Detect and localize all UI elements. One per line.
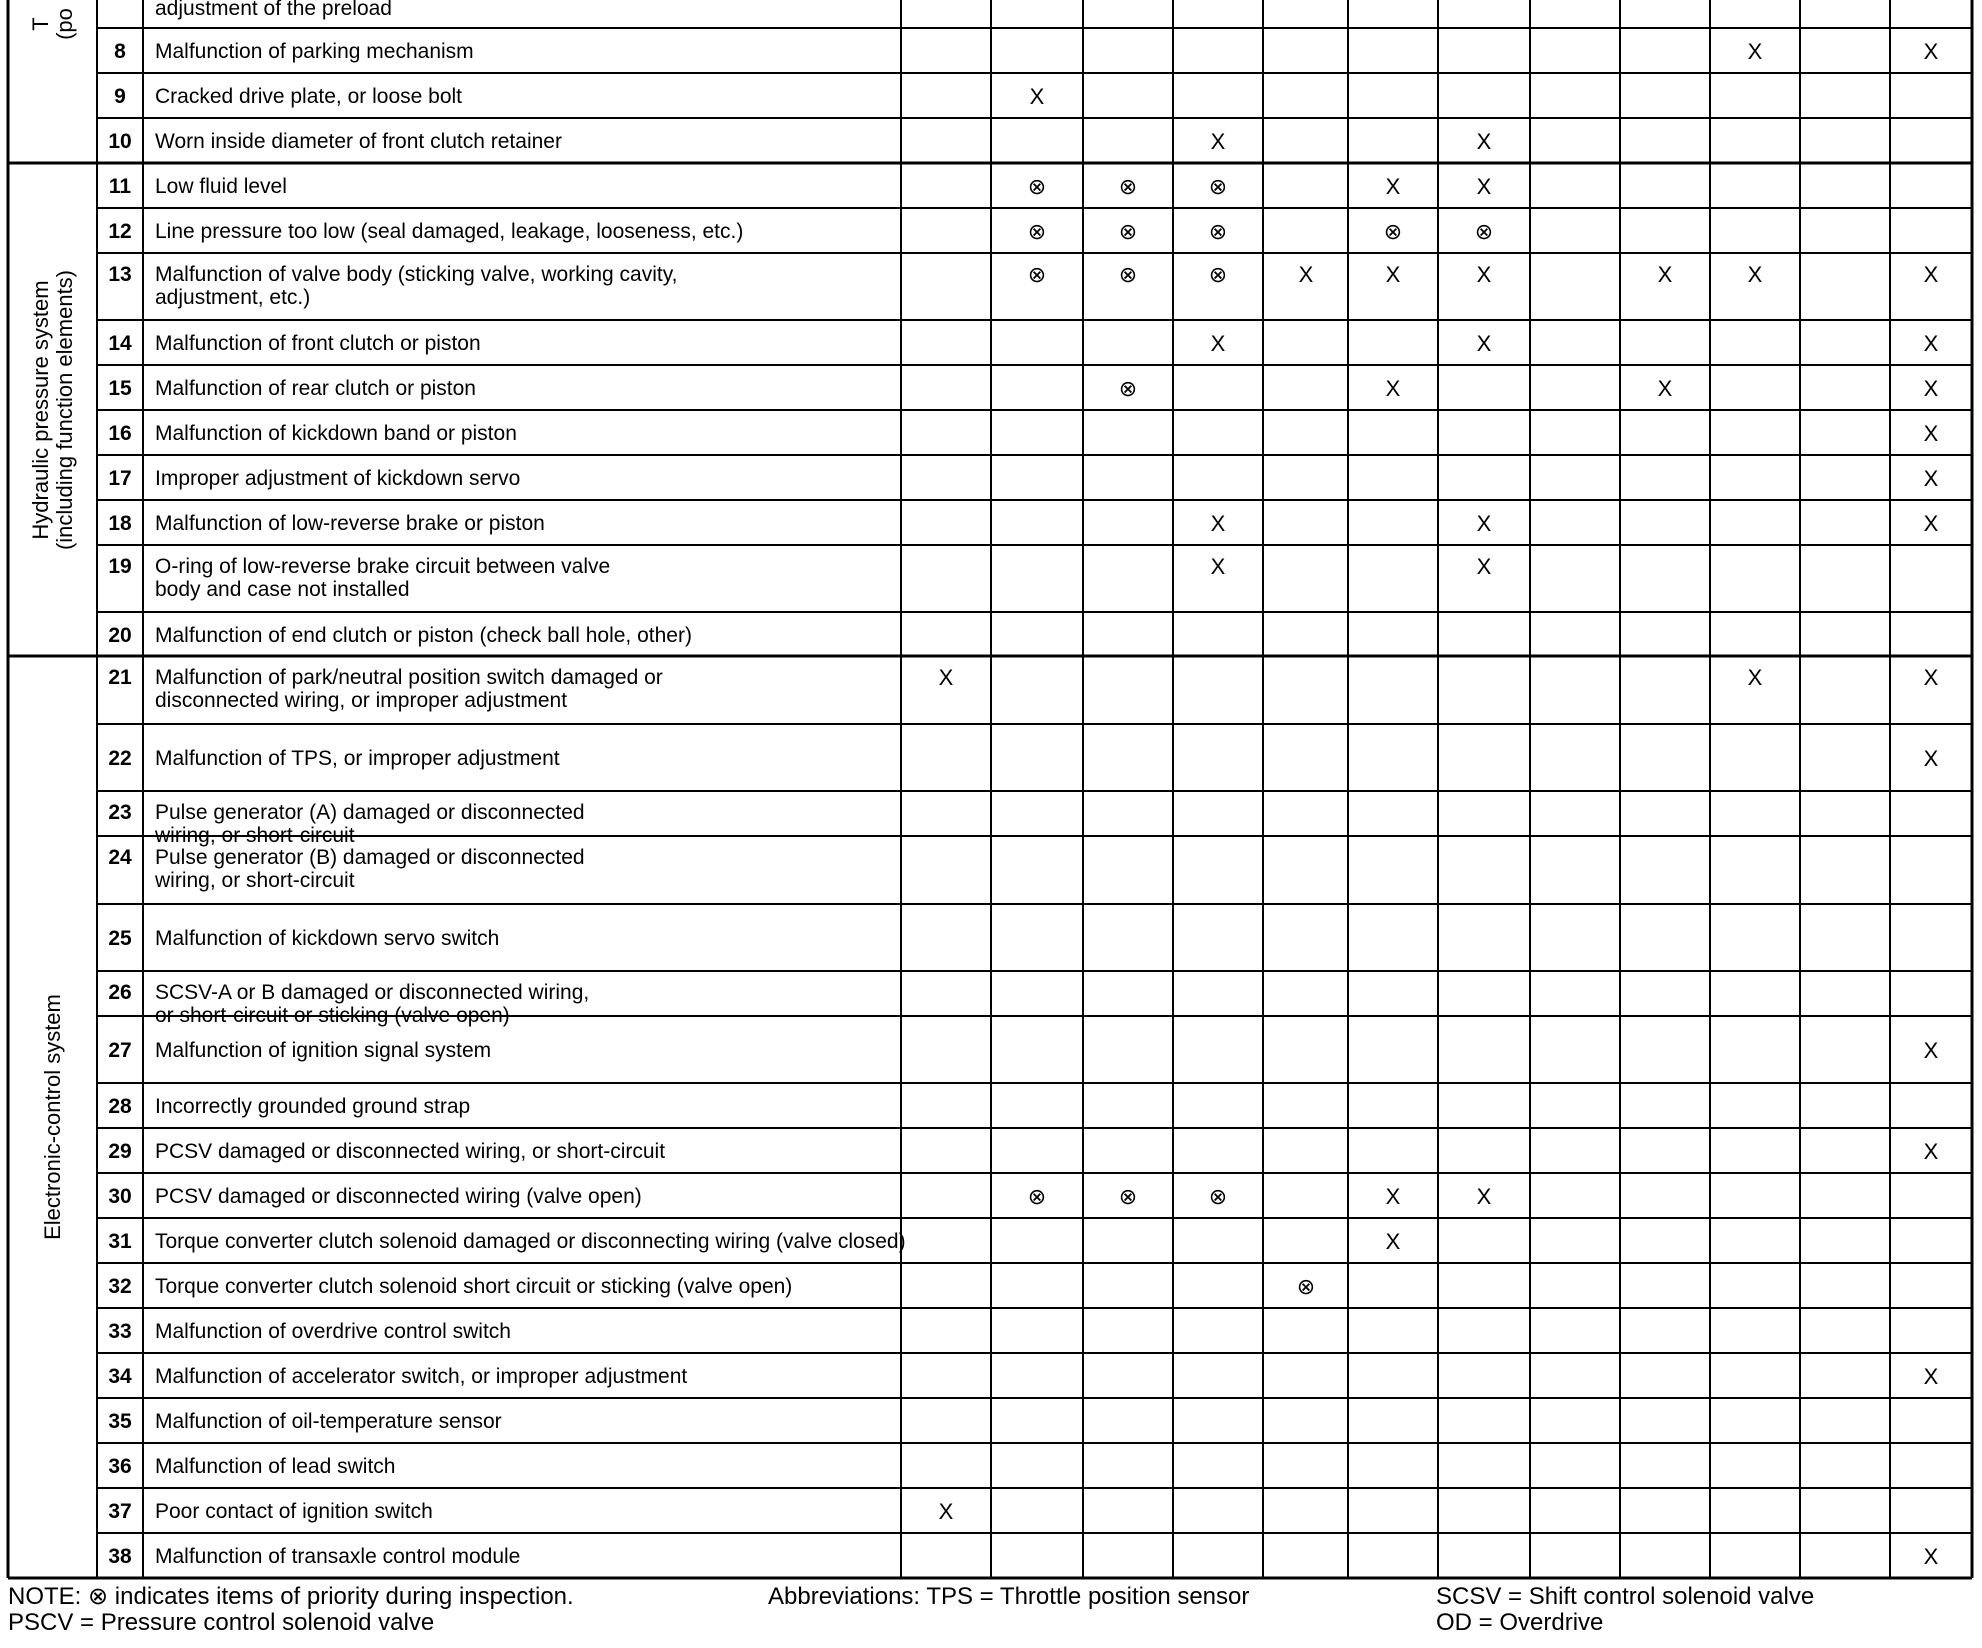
x-mark: X <box>1476 511 1492 536</box>
row-description: Malfunction of ignition signal system <box>155 1039 492 1062</box>
row-description: Torque converter clutch solenoid short circuit or sticking (valve open) <box>155 1275 793 1298</box>
row-description: O-ring of low-reverse brake circuit between valve <box>155 555 611 578</box>
x-mark: X <box>1923 262 1939 287</box>
x-mark: X <box>1923 39 1939 64</box>
row-description-line2: disconnected wiring, or improper adjustment <box>155 689 568 712</box>
row-description: Malfunction of park/neutral position switch damaged or <box>155 666 663 689</box>
x-mark: X <box>1476 129 1492 154</box>
row-number: 30 <box>108 1185 132 1208</box>
x-mark: X <box>1923 331 1939 356</box>
row-number: 18 <box>108 512 132 535</box>
row-description: Pulse generator (A) damaged or disconnected <box>155 801 585 824</box>
row-number: 26 <box>108 981 132 1004</box>
row-description: SCSV-A or B damaged or disconnected wiring, <box>155 981 590 1004</box>
row-number: 9 <box>114 85 126 108</box>
row-description: Malfunction of rear clutch or piston <box>155 377 476 400</box>
x-mark: X <box>1476 174 1492 199</box>
row-description: Malfunction of kickdown band or piston <box>155 422 517 445</box>
row-number: 23 <box>108 801 132 824</box>
footer-scsv: SCSV = Shift control solenoid valve <box>1436 1583 1815 1610</box>
x-mark: X <box>1923 746 1939 771</box>
priority-mark: ⊗ <box>1118 1184 1138 1209</box>
priority-symbol-icon: ⊗ <box>88 1583 109 1610</box>
row-number: 16 <box>108 422 132 445</box>
row-number: 13 <box>108 263 132 286</box>
row-number: 20 <box>108 624 132 647</box>
row-description: Torque converter clutch solenoid damaged or disconnecting wiring (valve closed) <box>155 1230 906 1253</box>
row-description: Improper adjustment of kickdown servo <box>155 467 521 490</box>
row-description-line2: adjustment, etc.) <box>155 286 311 309</box>
row-description: Line pressure too low (seal damaged, leakage, looseness, etc.) <box>155 220 744 243</box>
x-mark: X <box>1210 331 1226 356</box>
row-description-line2: wiring, or short-circuit <box>155 824 355 847</box>
row-number: 10 <box>108 130 132 153</box>
row-description: Malfunction of overdrive control switch <box>155 1320 511 1343</box>
row-number: 25 <box>108 927 132 950</box>
row-number: 36 <box>108 1455 132 1478</box>
priority-mark: ⊗ <box>1027 1184 1047 1209</box>
row-number: 22 <box>108 747 132 770</box>
priority-mark: ⊗ <box>1027 262 1047 287</box>
priority-mark: ⊗ <box>1118 376 1138 401</box>
priority-mark: ⊗ <box>1474 219 1494 244</box>
x-mark: X <box>1747 665 1763 690</box>
x-mark: X <box>1923 376 1939 401</box>
x-mark: X <box>1923 1038 1939 1063</box>
row-number: 19 <box>108 555 132 578</box>
row-description: Malfunction of parking mechanism <box>155 40 474 63</box>
priority-mark: ⊗ <box>1208 262 1228 287</box>
note-text: indicates items of priority during inspection. <box>108 1583 574 1610</box>
priority-mark: ⊗ <box>1118 174 1138 199</box>
x-mark: X <box>1923 1364 1939 1389</box>
row-description: Malfunction of oil-temperature sensor <box>155 1410 502 1433</box>
priority-mark: ⊗ <box>1118 219 1138 244</box>
row-description-line2: wiring, or short-circuit <box>155 869 355 892</box>
row-description: Worn inside diameter of front clutch retainer <box>155 130 562 153</box>
row-number: 24 <box>108 846 132 869</box>
x-mark: X <box>1210 554 1226 579</box>
x-mark: X <box>1476 554 1492 579</box>
group-label: Electronic-control system <box>39 994 65 1240</box>
row-description: Malfunction of TPS, or improper adjustment <box>155 747 560 770</box>
row-number: 33 <box>108 1320 132 1343</box>
row-number: 34 <box>108 1365 132 1388</box>
row-number: 21 <box>108 666 132 689</box>
x-mark: X <box>1923 1544 1939 1569</box>
row-description-line2: body and case not installed <box>155 578 410 601</box>
footer-note <box>8 1584 574 1610</box>
row-number: 17 <box>108 467 132 490</box>
footer-pscv: PSCV = Pressure control solenoid valve <box>8 1609 435 1636</box>
group-label-sub: (including function elements) <box>51 269 77 550</box>
x-mark: X <box>1923 466 1939 491</box>
x-mark: X <box>1476 262 1492 287</box>
row-description: Malfunction of front clutch or piston <box>155 332 481 355</box>
footer-od: OD = Overdrive <box>1436 1609 1604 1636</box>
row-description: Poor contact of ignition switch <box>155 1500 433 1523</box>
row-number: 12 <box>108 220 132 243</box>
group-label: T <box>27 17 53 31</box>
priority-mark: ⊗ <box>1208 1184 1228 1209</box>
row-number: 15 <box>108 377 132 400</box>
x-mark: X <box>1923 421 1939 446</box>
row-number: 35 <box>108 1410 132 1433</box>
row-number: 29 <box>108 1140 132 1163</box>
group-label: Hydraulic pressure system <box>27 279 53 540</box>
priority-mark: ⊗ <box>1118 262 1138 287</box>
x-mark: X <box>1657 262 1673 287</box>
x-mark: X <box>1923 511 1939 536</box>
x-mark: X <box>1476 1184 1492 1209</box>
row-number: 38 <box>108 1545 132 1568</box>
x-mark: X <box>1385 1184 1401 1209</box>
row-number: 28 <box>108 1095 132 1118</box>
row-number: 27 <box>108 1039 132 1062</box>
priority-mark: ⊗ <box>1296 1274 1316 1299</box>
row-number: 8 <box>114 40 126 63</box>
row-description: Malfunction of transaxle control module <box>155 1545 521 1568</box>
x-mark: X <box>1476 331 1492 356</box>
x-mark: X <box>1385 1229 1401 1254</box>
priority-mark: ⊗ <box>1383 219 1403 244</box>
row-description: Pulse generator (B) damaged or disconnected <box>155 846 585 869</box>
row-number: 11 <box>108 175 132 198</box>
row-number: 14 <box>108 332 132 355</box>
row-description: Malfunction of accelerator switch, or improper adjustment <box>155 1365 688 1388</box>
priority-mark: ⊗ <box>1208 174 1228 199</box>
row-description: Malfunction of lead switch <box>155 1455 396 1478</box>
x-mark: X <box>938 665 954 690</box>
row-description: Malfunction of low-reverse brake or piston <box>155 512 545 535</box>
x-mark: X <box>1657 376 1673 401</box>
group-label-sub: (po <box>51 8 77 40</box>
row-description: PCSV damaged or disconnected wiring (valve open) <box>155 1185 642 1208</box>
x-mark: X <box>1029 84 1045 109</box>
x-mark: X <box>1923 665 1939 690</box>
x-mark: X <box>1210 511 1226 536</box>
row-number: 32 <box>108 1275 132 1298</box>
x-mark: X <box>1385 174 1401 199</box>
priority-mark: ⊗ <box>1208 219 1228 244</box>
row-description: Low fluid level <box>155 175 287 198</box>
priority-mark: ⊗ <box>1027 174 1047 199</box>
row-description: Malfunction of end clutch or piston (check ball hole, other) <box>155 624 692 647</box>
row-description: Malfunction of valve body (sticking valve, working cavity, <box>155 263 678 286</box>
x-mark: X <box>938 1499 954 1524</box>
row-description: Incorrectly grounded ground strap <box>155 1095 471 1118</box>
priority-mark: ⊗ <box>1027 219 1047 244</box>
row-description-line2: or short-circuit or sticking (valve open) <box>155 1004 510 1027</box>
note-prefix: NOTE: <box>8 1583 89 1610</box>
row-number: 37 <box>108 1500 132 1523</box>
x-mark: X <box>1298 262 1314 287</box>
x-mark: X <box>1923 1139 1939 1164</box>
row-description: adjustment of the preload <box>155 0 392 20</box>
x-mark: X <box>1747 262 1763 287</box>
x-mark: X <box>1385 262 1401 287</box>
row-number: 31 <box>108 1230 132 1253</box>
x-mark: X <box>1385 376 1401 401</box>
footer-abbreviations: Abbreviations: TPS = Throttle position sensor <box>768 1583 1250 1610</box>
x-mark: X <box>1210 129 1226 154</box>
row-description: Malfunction of kickdown servo switch <box>155 927 500 950</box>
row-description: Cracked drive plate, or loose bolt <box>155 85 462 108</box>
x-mark: X <box>1747 39 1763 64</box>
row-description: PCSV damaged or disconnected wiring, or short-circuit <box>155 1140 666 1163</box>
